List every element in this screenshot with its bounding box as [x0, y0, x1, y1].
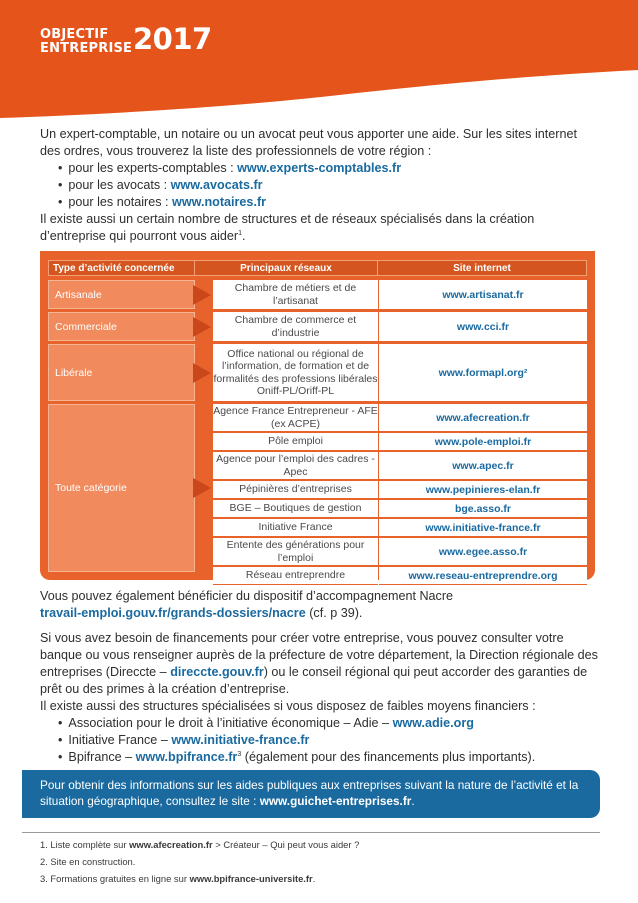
list-item	[58, 715, 602, 732]
structures-finance-paragraph: Il existe aussi des structures spécialisées si vous disposez de faibles moyens financiers :	[40, 699, 536, 713]
arrow-right-icon	[191, 478, 211, 498]
network-cell: Chambre de commerce et d’industrie	[213, 312, 378, 342]
site-link[interactable]: www.egee.asso.fr	[379, 538, 587, 566]
structures-text: Il existe aussi un certain nombre de structures et de réseaux spécialisés dans la création d’entreprise qui pourront vous aider	[40, 212, 535, 243]
financing-text: Si vous avez besoin de financements pour créer votre entreprise, vous pouvez consulter votre banque ou vous renseigner auprès de la préfecture de votre département, la Direction régionale des entreprises (Direccte –	[40, 631, 598, 679]
site-link[interactable]: www.initiative-france.fr	[379, 519, 587, 537]
site-link[interactable]: www.cci.fr	[379, 312, 587, 342]
list-item	[58, 194, 600, 211]
network-cell: Initiative France	[213, 519, 378, 537]
direccte-link[interactable]: direccte.gouv.fr	[170, 665, 264, 679]
category-liberale: Libérale	[48, 344, 195, 401]
category-commerciale: Commerciale	[48, 312, 195, 341]
list-item-text: pour les notaires :	[68, 195, 173, 209]
site-link[interactable]: www.artisanat.fr	[379, 280, 587, 310]
adie-link[interactable]: www.adie.org	[392, 716, 474, 730]
list-item-text: Association pour le droit à l’initiative économique – Adie –	[68, 716, 393, 730]
financial-structures-list	[40, 715, 602, 766]
category-artisanale: Artisanale	[48, 280, 195, 309]
table-header	[48, 260, 587, 276]
brand-line2: ENTREPRISE	[40, 41, 133, 56]
list-item	[58, 160, 600, 177]
site-link[interactable]: www.formapl.org²	[379, 344, 587, 402]
footnote-1	[40, 836, 359, 853]
list-item	[58, 177, 600, 194]
category-toute: Toute catégorie	[48, 404, 195, 572]
professionals-list	[40, 160, 600, 211]
initiative-france-link[interactable]: www.initiative-france.fr	[171, 733, 310, 747]
footnote-text: 3. Formations gratuites en ligne sur	[40, 873, 190, 884]
arrow-right-icon	[191, 285, 211, 305]
network-cell: Réseau entreprendre	[213, 567, 378, 585]
nacre-paragraph	[40, 588, 602, 622]
list-item-text: pour les experts-comptables :	[68, 161, 238, 175]
footnotes	[40, 836, 359, 887]
site-link[interactable]: www.afecreation.fr	[379, 404, 587, 432]
network-cell: BGE – Boutiques de gestion	[213, 500, 378, 518]
header-website: Site internet	[378, 260, 587, 276]
header-networks: Principaux réseaux	[195, 260, 378, 276]
experts-comptables-link[interactable]: www.experts-comptables.fr	[237, 161, 402, 175]
network-cell: Pôle emploi	[213, 433, 378, 451]
list-item	[58, 749, 602, 766]
financing-paragraph	[40, 630, 602, 698]
list-item-text: pour les avocats :	[68, 178, 171, 192]
brand-line1: OBJECTIF	[40, 27, 109, 42]
header-banner	[0, 0, 638, 118]
footnote-text: 2. Site en construction.	[40, 856, 136, 867]
header-activity-type: Type d’activité concernée	[48, 260, 195, 276]
footnote-2	[40, 853, 359, 870]
arrow-right-icon	[191, 363, 211, 383]
intro-paragraph: Un expert-comptable, un notaire ou un avocat peut vous apporter une aide. Sur les sites internet des ordres, vous trouverez la liste des professionnels de votre région :	[40, 127, 577, 158]
footnote-suffix: .	[312, 873, 316, 884]
list-item-text: Initiative France –	[68, 733, 172, 747]
footnote-divider	[22, 832, 600, 833]
network-cell: Agence France Entrepreneur - AFE (ex ACPE)	[213, 404, 378, 432]
network-cell: Pépinières d’entreprises	[213, 481, 378, 499]
arrow-right-icon	[191, 317, 211, 337]
lower-section	[40, 588, 602, 766]
list-item-after: (également pour des financements plus importants).	[241, 750, 536, 764]
brand-year: 2017	[133, 22, 212, 56]
list-item	[58, 732, 602, 749]
intro-section	[40, 126, 600, 245]
network-cell: Agence pour l’emploi des cadres - Apec	[213, 452, 378, 480]
guichet-entreprises-link[interactable]: www.guichet-entreprises.fr	[259, 794, 412, 808]
site-link[interactable]: www.apec.fr	[379, 452, 587, 480]
bpifrance-link[interactable]: www.bpifrance.fr	[135, 750, 238, 764]
footnote-3	[40, 870, 359, 887]
network-cell: Entente des générations pour l’emploi	[213, 538, 378, 566]
list-item-text: Bpifrance –	[68, 750, 136, 764]
notaires-link[interactable]: www.notaires.fr	[172, 195, 267, 209]
footnote-ref: 3	[237, 750, 242, 758]
site-link[interactable]: bge.asso.fr	[379, 500, 587, 518]
site-link[interactable]: www.pole-emploi.fr	[379, 433, 587, 451]
footnote-text: 1. Liste complète sur	[40, 839, 130, 850]
info-box-end: .	[411, 794, 415, 808]
brand-logo	[40, 28, 132, 56]
footnote-ref: 1	[238, 229, 243, 237]
site-link[interactable]: www.pepinieres-elan.fr	[379, 481, 587, 499]
banner-shape	[0, 0, 638, 118]
table-grid	[48, 260, 587, 582]
afecreation-link[interactable]: www.afecreation.fr	[129, 839, 213, 850]
footnote-suffix: > Créateur – Qui peut vous aider ?	[212, 839, 360, 850]
info-box	[22, 770, 600, 818]
info-box-text: Pour obtenir des informations sur les aides publiques aux entreprises suivant la nature de l’activité et la situation géographique, consultez le site :	[40, 778, 579, 808]
nacre-text: Vous pouvez également bénéficier du dispositif d’accompagnement Nacre	[40, 589, 454, 603]
nacre-link[interactable]: travail-emploi.gouv.fr/grands-dossiers/nacre	[40, 606, 306, 620]
avocats-link[interactable]: www.avocats.fr	[170, 178, 263, 192]
networks-table	[40, 251, 595, 580]
site-link[interactable]: www.reseau-entreprendre.org	[379, 567, 587, 585]
financing-text-end: ) ou le conseil régional qui peut accorder des garanties de prêt ou des primes à la création d’entreprise.	[40, 665, 588, 696]
nacre-end: (cf. p 39).	[305, 606, 363, 620]
structures-paragraph	[40, 211, 600, 245]
network-cell: Office national ou régional de l’information, de formation et de formalités des professions libérales Oniff-PL/Oriff-PL	[213, 344, 378, 402]
bpifrance-universite-link[interactable]: www.bpifrance-universite.fr	[189, 873, 313, 884]
structures-end: .	[242, 229, 246, 243]
network-cell: Chambre de métiers et de l’artisanat	[213, 280, 378, 310]
